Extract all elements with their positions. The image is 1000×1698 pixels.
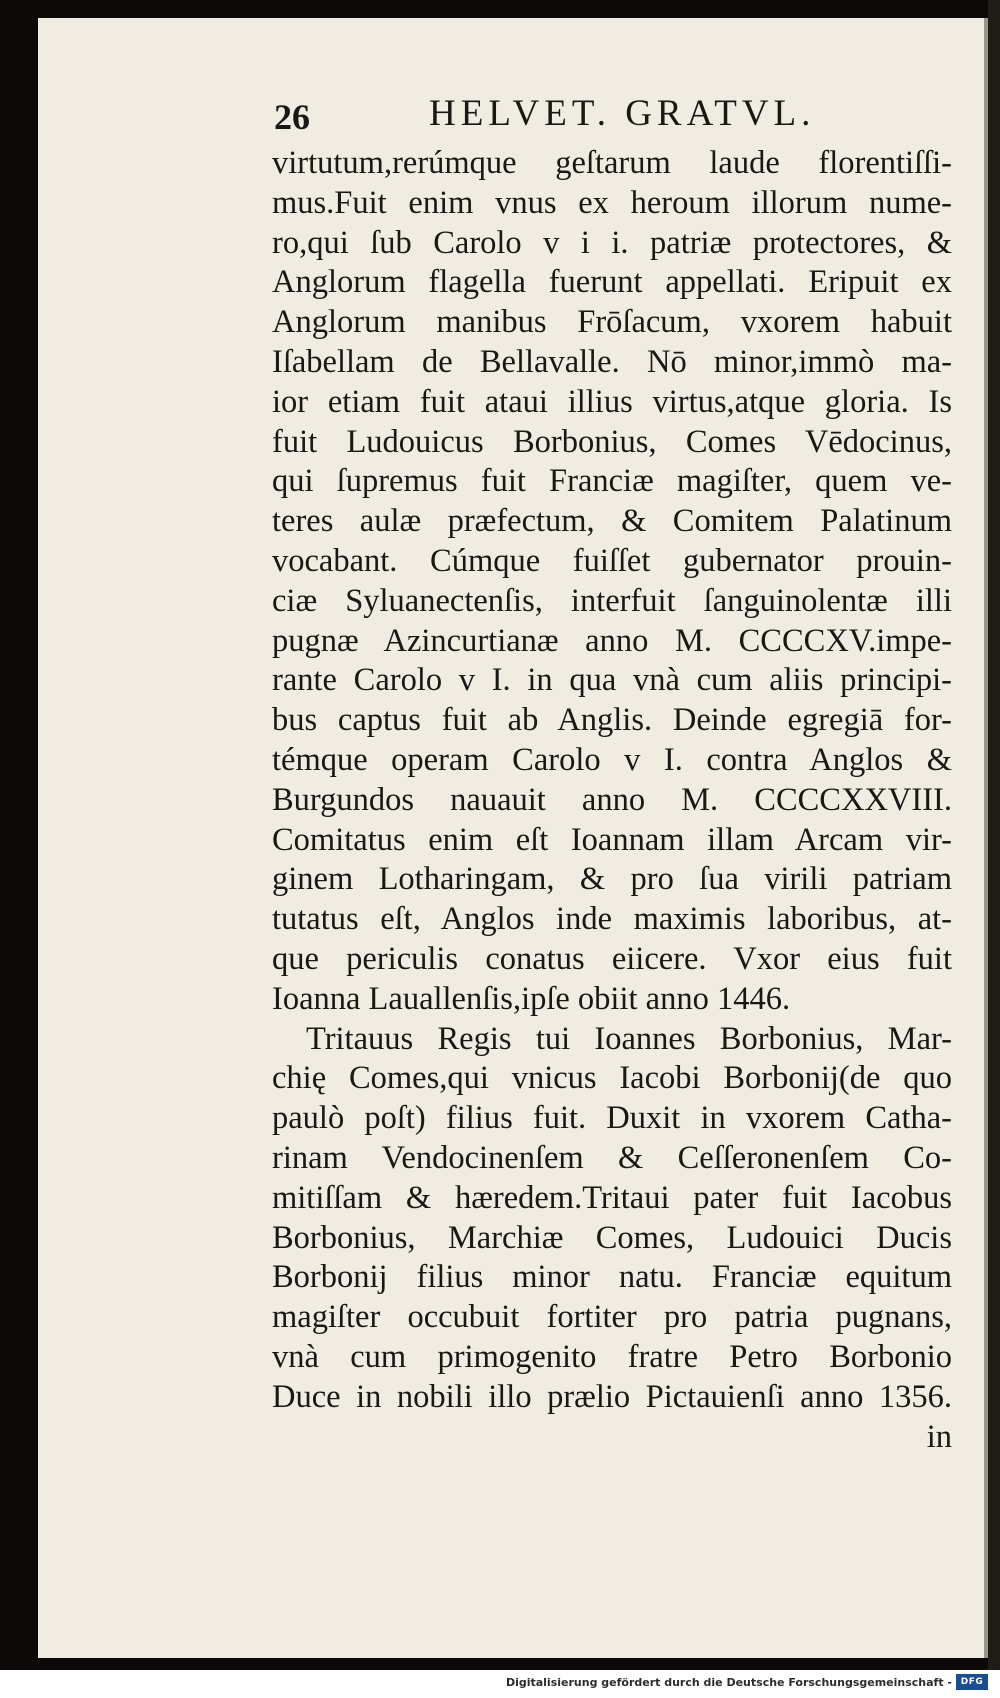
- funding-credit: Digitalisierung gefördert durch die Deutsche Forschungsgemeinschaft -: [505, 1676, 952, 1689]
- text-line: Comitatus enim eſt Ioannam illam Arcam vir-: [272, 821, 952, 858]
- text-line: vocabant. Cúmque fuiſſet gubernator prouin-: [272, 542, 952, 579]
- text-line: Borbonius, Marchiæ Comes, Ludouici Ducis: [272, 1219, 952, 1256]
- text-line: ciæ Syluanectenſis, interfuit ſanguinolentæ illi: [272, 582, 952, 619]
- text-line: bus captus fuit ab Anglis. Deinde egregiā for-: [272, 702, 952, 739]
- text-line: Borbonij filius minor natu. Franciæ equitum: [272, 1259, 952, 1296]
- text-line: ro,qui ſub Carolo v i i. patriæ protectores, &: [272, 224, 952, 261]
- text-line: ior etiam fuit ataui illius virtus,atque gloria. Is: [272, 383, 952, 420]
- text-line: témque operam Carolo v I. contra Anglos &: [272, 741, 952, 778]
- digitization-footer: [0, 1670, 1000, 1698]
- text-line: Anglorum flagella fuerunt appellati. Eripuit ex: [272, 264, 952, 301]
- text-line: rinam Vendocinenſem & Ceſſeronenſem Co-: [272, 1139, 952, 1176]
- text-line: magiſter occubuit fortiter pro patria pugnans,: [272, 1299, 952, 1336]
- text-line: teres aulæ præfectum, & Comitem Palatinum: [272, 503, 952, 540]
- text-line: ginem Lotharingam, & pro ſua virili patriam: [272, 861, 952, 898]
- text-line: virtutum,rerúmque geſtarum laude florentiſſi-: [272, 145, 952, 181]
- text-line: Tritauus Regis tui Ioannes Borbonius, Mar-: [306, 1020, 952, 1057]
- text-line: qui ſupremus fuit Franciæ magiſter, quem ve-: [272, 463, 952, 500]
- text-line: paulò poſt) filius fuit. Duxit in vxorem Catha-: [272, 1100, 952, 1137]
- text-line: pugnæ Azincurtianæ anno M. CCCCXV.impe-: [272, 622, 952, 659]
- text-line: mitiſſam & hæredem.Tritaui pater fuit Iacobus: [272, 1179, 952, 1216]
- running-title: HELVET. GRATVL.: [429, 93, 816, 134]
- text-line: Anglorum manibus Frōſacum, vxorem habuit: [272, 304, 952, 341]
- catchword: in: [926, 1418, 952, 1455]
- page-number: 26: [274, 97, 310, 137]
- text-line: Burgundos nauauit anno M. CCCCXXVIII.: [272, 781, 952, 818]
- text-line: fuit Ludouicus Borbonius, Comes Vēdocinus,: [272, 423, 952, 460]
- text-line: Ioanna Lauallenſis,ipſe obiit anno 1446.: [272, 980, 791, 1017]
- text-line: que periculis conatus eiicere. Vxor eius fuit: [272, 940, 952, 977]
- text-line: Duce in nobili illo prælio Pictauienſi anno 1356.: [272, 1378, 952, 1415]
- text-line: chię Comes,qui vnicus Iacobi Borbonij(de quo: [272, 1060, 952, 1097]
- text-line: mus.Fuit enim vnus ex heroum illorum nume-: [272, 184, 952, 221]
- page-edge-shadow: [988, 0, 1000, 1698]
- body-text: [272, 144, 952, 1457]
- text-line: tutatus eſt, Anglos inde maximis laboribus, at-: [272, 901, 952, 938]
- text-line: rante Carolo v I. in qua vnà cum aliis principi-: [272, 662, 952, 699]
- dfg-logo: DFG: [956, 1674, 988, 1690]
- text-line: vnà cum primogenito fratre Petro Borbonio: [272, 1338, 952, 1375]
- text-line: Iſabellam de Bellavalle. Nō minor,immò ma-: [272, 343, 952, 380]
